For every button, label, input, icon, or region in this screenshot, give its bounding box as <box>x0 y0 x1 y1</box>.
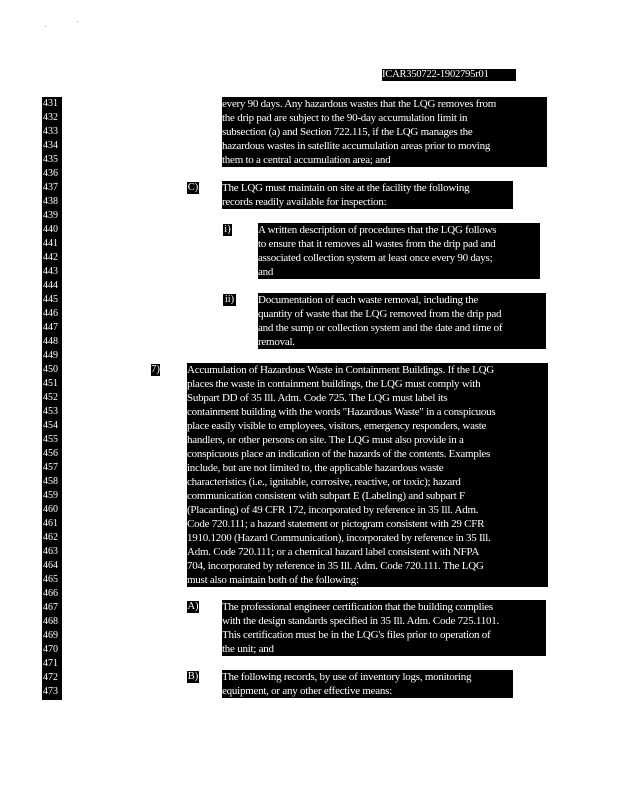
paragraph-containment-buildings <box>187 363 548 587</box>
paragraph-waste-removal-documentation <box>258 293 546 349</box>
text-line: The professional engineer certification that the building complies <box>222 601 493 613</box>
line-number: 466 <box>43 588 58 599</box>
text-line: equipment, or any other effective means: <box>222 685 393 697</box>
line-number: 452 <box>43 392 58 403</box>
text-line: Accumulation of Hazardous Waste in Containment Buildings. If the LQG <box>187 364 494 376</box>
line-number: 467 <box>43 602 58 613</box>
paragraph-records-on-site <box>222 181 513 209</box>
line-number: 438 <box>43 196 58 207</box>
line-number: 472 <box>43 672 58 683</box>
text-line: This certification must be in the LQG's files prior to operation of <box>222 629 491 641</box>
line-number: 437 <box>43 182 58 193</box>
line-number: 463 <box>43 546 58 557</box>
item-marker-b: B) <box>187 671 199 682</box>
line-number: 464 <box>43 560 58 571</box>
line-number: 469 <box>43 630 58 641</box>
line-number: 465 <box>43 574 58 585</box>
text-line: places the waste in containment buildings, the LQG must comply with <box>187 378 481 390</box>
text-line: and the sump or collection system and the date and time of <box>258 322 503 334</box>
line-number: 445 <box>43 294 58 305</box>
line-number: 448 <box>43 336 58 347</box>
line-number: 462 <box>43 532 58 543</box>
line-number: 446 <box>43 308 58 319</box>
text-line: with the design standards specified in 35 Ill. Adm. Code 725.1101. <box>222 615 499 627</box>
line-number: 453 <box>43 406 58 417</box>
line-number: 432 <box>43 112 58 123</box>
line-number: 457 <box>43 462 58 473</box>
line-number: 434 <box>43 140 58 151</box>
text-line: the unit; and <box>222 643 274 655</box>
scan-speck <box>77 21 78 22</box>
line-number: 450 <box>43 364 58 375</box>
paragraph-drip-pad-removal <box>222 97 547 167</box>
line-number: 461 <box>43 518 58 529</box>
text-line: records readily available for inspection: <box>222 196 387 208</box>
text-line: Adm. Code 720.111; or a chemical hazard label consistent with NFPA <box>187 546 480 558</box>
item-marker-i: i) <box>224 224 231 235</box>
text-line: must also maintain both of the following: <box>187 574 359 586</box>
text-line: containment building with the words "Hazardous Waste" in a conspicuous <box>187 406 496 418</box>
text-line: include, but are not limited to, the applicable hazardous waste <box>187 462 444 474</box>
text-line: to ensure that it removes all wastes from the drip pad and <box>258 238 496 250</box>
line-number: 435 <box>43 154 58 165</box>
line-number: 444 <box>43 280 58 291</box>
line-number: 447 <box>43 322 58 333</box>
text-line: characteristics (i.e., ignitable, corrosive, reactive, or toxic); hazard <box>187 476 461 488</box>
text-line: Code 720.111; a hazard statement or pictogram consistent with 29 CFR <box>187 518 485 530</box>
line-number: 454 <box>43 420 58 431</box>
text-line: 1910.1200 (Hazard Communication), incorporated by reference in 35 Ill. <box>187 532 491 544</box>
item-marker-7: 7) <box>151 364 160 375</box>
text-line: place easily visible to employees, visitors, emergency responders, waste <box>187 420 487 432</box>
text-line: hazardous wastes in satellite accumulation areas prior to moving <box>222 140 491 152</box>
text-line: quantity of waste that the LQG removed from the drip pad <box>258 308 502 320</box>
line-number: 456 <box>43 448 58 459</box>
line-number: 459 <box>43 490 58 501</box>
line-number: 455 <box>43 434 58 445</box>
line-number: 436 <box>43 168 58 179</box>
scan-speck <box>45 26 46 27</box>
paragraph-engineer-certification <box>222 600 546 656</box>
line-number: 468 <box>43 616 58 627</box>
text-line: the drip pad are subject to the 90-day accumulation limit in <box>222 112 468 124</box>
line-number: 431 <box>43 98 58 109</box>
line-number: 440 <box>43 224 58 235</box>
text-line: Subpart DD of 35 Ill. Adm. Code 725. The LQG must label its <box>187 392 448 404</box>
text-line: every 90 days. Any hazardous wastes that the LQG removes from <box>222 98 497 110</box>
text-line: them to a central accumulation area; and <box>222 154 391 166</box>
paragraph-following-records <box>222 670 513 698</box>
text-line: removal. <box>258 336 295 348</box>
line-number: 471 <box>43 658 58 669</box>
line-number: 473 <box>43 686 58 697</box>
text-line: 704, incorporated by reference in 35 Ill. Adm. Code 720.111. The LQG <box>187 560 484 572</box>
line-number: 451 <box>43 378 58 389</box>
text-line: The LQG must maintain on site at the facility the following <box>222 182 470 194</box>
line-number: 458 <box>43 476 58 487</box>
line-number: 439 <box>43 210 58 221</box>
text-line: handlers, or other persons on site. The LQG must also provide in a <box>187 434 464 446</box>
text-line: subsection (a) and Section 722.115, if the LQG manages the <box>222 126 473 138</box>
line-number: 460 <box>43 504 58 515</box>
paragraph-written-procedures <box>258 223 540 279</box>
text-line: Documentation of each waste removal, including the <box>258 294 478 306</box>
line-number: 442 <box>43 252 58 263</box>
line-number: 441 <box>43 238 58 249</box>
item-marker-a: A) <box>187 601 199 612</box>
text-line: communication consistent with subpart E (Labeling) and subpart F <box>187 490 465 502</box>
text-line: The following records, by use of inventory logs, monitoring <box>222 671 472 683</box>
line-number: 443 <box>43 266 58 277</box>
text-line: conspicuous place an indication of the hazards of the contents. Examples <box>187 448 491 460</box>
text-line: (Placarding) of 49 CFR 172, incorporated by reference in 35 Ill. Adm. <box>187 504 479 516</box>
text-line: associated collection system at least once every 90 days; <box>258 252 493 264</box>
text-line: and <box>258 265 280 279</box>
line-number: 449 <box>43 350 58 361</box>
line-number: 433 <box>43 126 58 137</box>
document-id: ICAR350722-1902795r01 <box>382 69 516 81</box>
line-number: 470 <box>43 644 58 655</box>
text-line: A written description of procedures that the LQG follows <box>258 224 497 236</box>
item-marker-ii: ii) <box>224 294 235 305</box>
item-marker-c: C) <box>187 182 199 193</box>
